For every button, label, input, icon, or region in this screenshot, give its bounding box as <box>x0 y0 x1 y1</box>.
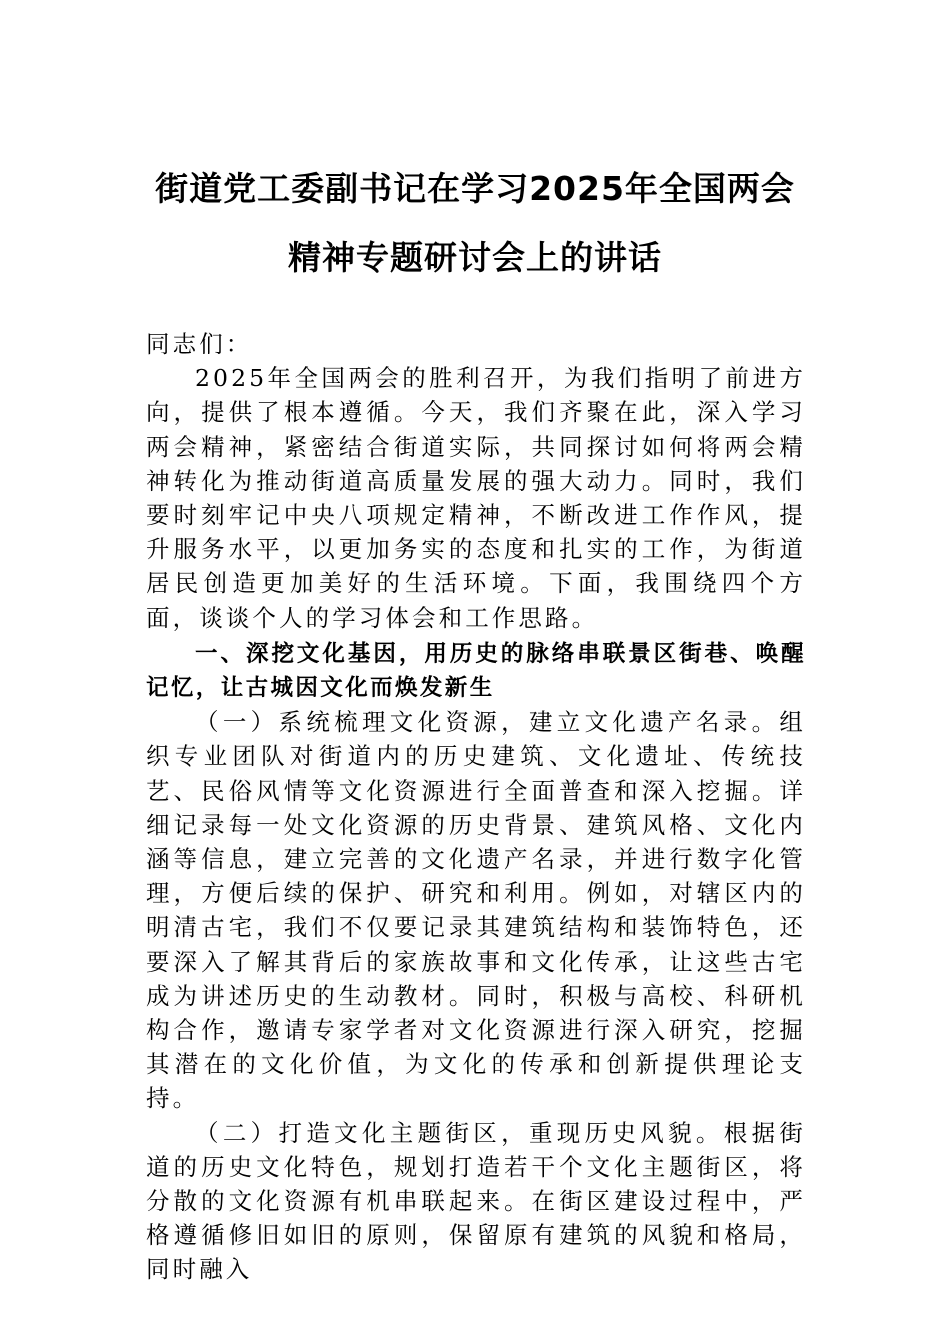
section-heading-1: 一、深挖文化基因，用历史的脉络串联景区街巷、唤醒记忆，让古城因文化而焕发新生 <box>146 640 806 702</box>
opening-paragraph: 2025年全国两会的胜利召开，为我们指明了前进方向，提供了根本遵循。今天，我们齐聚在此，深入学习两会精神，紧密结合街道实际，共同探讨如何将两会精神转化为推动街道高质量发展的强大动力。同时，我们要时刻牢记中央八项规定精神，不断改进工作作风，提升服务水平，以更加务实的态度和扎实的工作，为街道居民创造更加美好的生活环境。下面，我围绕四个方面，谈谈个人的学习体会和工作思路。 <box>146 364 806 632</box>
document-title-line-1: 街道党工委副书记在学习2025年全国两会 <box>155 169 795 208</box>
subsection-paragraph-2: （二）打造文化主题街区，重现历史风貌。根据街道的历史文化特色，规划打造若干个文化主题街区，将分散的文化资源有机串联起来。在街区建设过程中，严格遵循修旧如旧的原则，保留原有建筑的风貌和格局，同时融入 <box>146 1118 806 1284</box>
document-body <box>146 327 806 1287</box>
subsection-paragraph-1: （一）系统梳理文化资源，建立文化遗产名录。组织专业团队对街道内的历史建筑、文化遗址、传统技艺、民俗风情等文化资源进行全面普查和深入挖掘。详细记录每一处文化资源的历史背景、建筑风格、文化内涵等信息，建立完善的文化遗产名录，并进行数字化管理，方便后续的保护、研究和利用。例如，对辖区内的明清古宅，我们不仅要记录其建筑结构和装饰特色，还要深入了解其背后的家族故事和文化传承，让这些古宅成为讲述历史的生动教材。同时，积极与高校、科研机构合作，邀请专家学者对文化资源进行深入研究，挖掘其潜在的文化价值，为文化的传承和创新提供理论支持。 <box>146 708 806 1113</box>
document-title-line-2: 精神专题研讨会上的讲话 <box>288 238 662 277</box>
salutation: 同志们： <box>146 330 253 358</box>
